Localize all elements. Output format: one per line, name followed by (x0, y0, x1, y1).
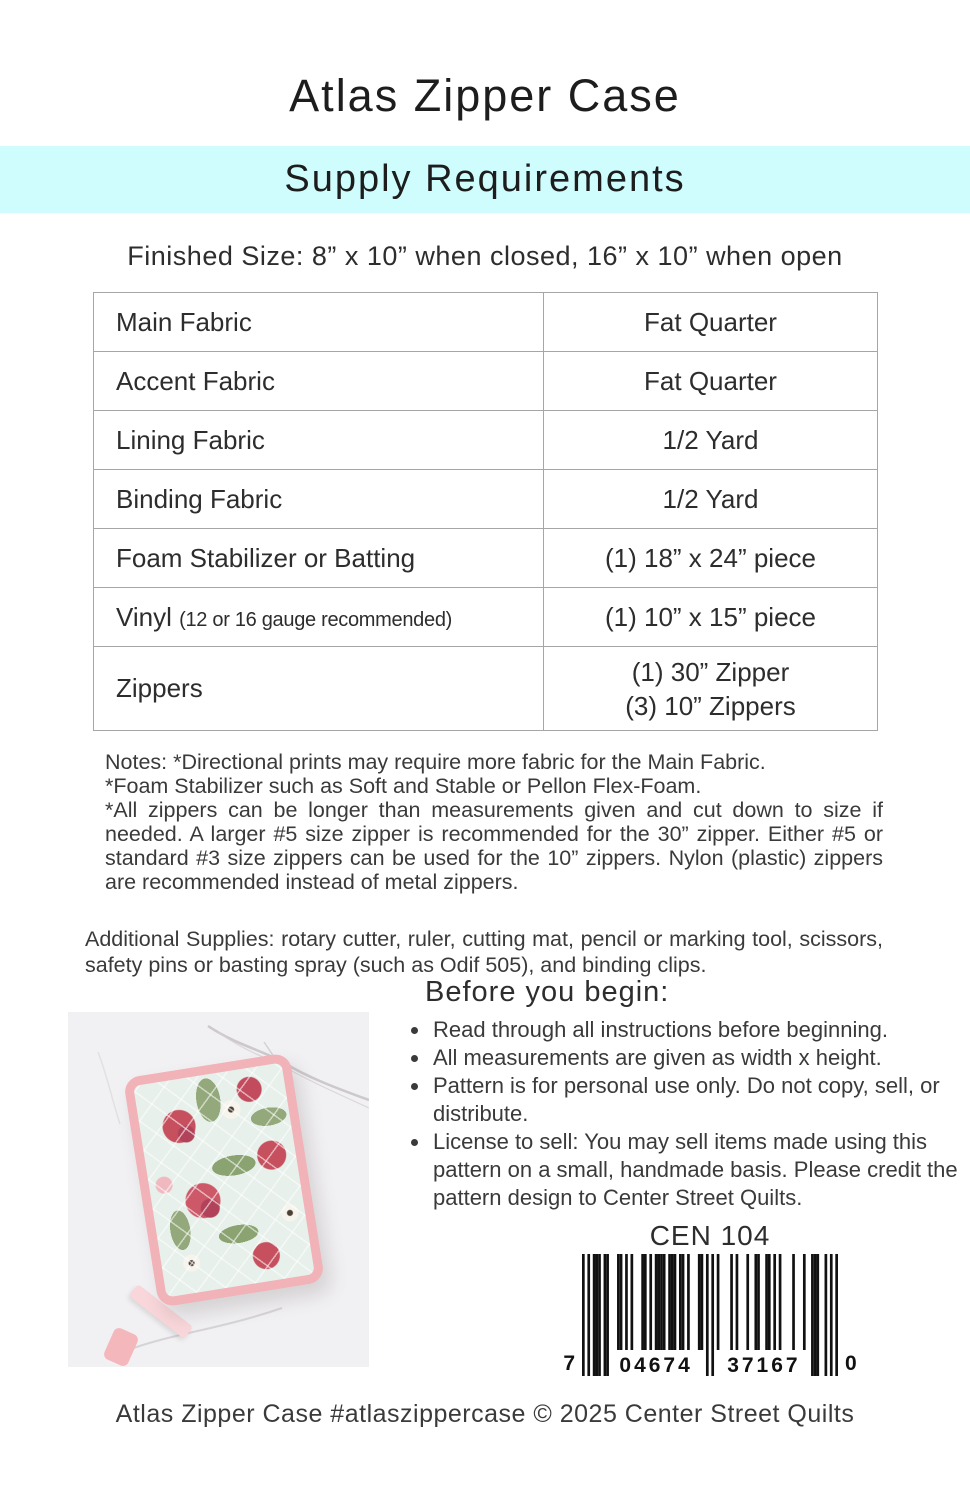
barcode-right-digit: 0 (845, 1352, 857, 1375)
bullet-item: • Read through all instructions before beginning. (431, 1016, 970, 1044)
barcode-left-digit: 7 (563, 1352, 575, 1375)
detail-line: (3) 10” Zippers (625, 690, 796, 721)
supply-table (93, 292, 878, 731)
detail-cell: 1/2 Yard (544, 411, 878, 470)
note-line: *Foam Stabilizer such as Soft and Stable or Pellon Flex-Foam. (105, 774, 702, 798)
item-cell: Lining Fabric (94, 411, 544, 470)
item-note: (12 or 16 gauge recommended) (179, 608, 453, 631)
svg-text:04674: 04674 (619, 1354, 693, 1377)
bullet-item: • All measurements are given as width x height. (431, 1044, 970, 1072)
svg-text:37167: 37167 (727, 1354, 801, 1377)
item-cell (94, 588, 544, 647)
item-cell: Binding Fabric (94, 470, 544, 529)
bullet-item: • License to sell: You may sell items made using this pattern on a small, handmade basis. Please credit the pattern design to Center Street Quilts. (431, 1128, 970, 1212)
additional-supplies-text: Additional Supplies: rotary cutter, ruler, cutting mat, pencil or marking tool, scissors, safety pins or basting spray (such as Odif 505), and binding clips. (85, 927, 883, 977)
detail-cell: Fat Quarter (544, 352, 878, 411)
before-you-begin-heading: Before you begin: (425, 976, 670, 1008)
notes-paragraph (105, 750, 883, 894)
product-photo (68, 1012, 369, 1367)
banner-label: Supply Requirements (284, 158, 686, 200)
product-code: CEN 104 (649, 1220, 771, 1251)
detail-cell: Fat Quarter (544, 293, 878, 352)
detail-cell: (1) 18” x 24” piece (544, 529, 878, 588)
bullet-item: • Pattern is for personal use only. Do not copy, sell, or distribute. (431, 1072, 970, 1128)
barcode-bars (582, 1254, 838, 1378)
item-cell: Foam Stabilizer or Batting (94, 529, 544, 588)
note-line: Notes: *Directional prints may require more fabric for the Main Fabric. (105, 750, 766, 774)
footer-text: Atlas Zipper Case #atlaszippercase © 2025 Center Street Quilts (115, 1400, 855, 1428)
table-row (94, 647, 878, 731)
finished-size-text: Finished Size: 8” x 10” when closed, 16” x 10” when open (127, 241, 843, 271)
detail-cell: 1/2 Yard (544, 470, 878, 529)
table-row (94, 588, 878, 647)
page-title: Atlas Zipper Case (289, 70, 681, 121)
quilted-floral-zipper-case (123, 1052, 325, 1307)
table-row (94, 352, 878, 411)
detail-cell: (1) 10” x 15” piece (544, 588, 878, 647)
upc-barcode (545, 1252, 875, 1378)
table-row (94, 470, 878, 529)
item-cell: Main Fabric (94, 293, 544, 352)
table-row (94, 293, 878, 352)
item-cell: Zippers (94, 647, 544, 731)
item-cell: Accent Fabric (94, 352, 544, 411)
table-row (94, 529, 878, 588)
detail-line: (1) 30” Zipper (631, 656, 790, 687)
table-row (94, 411, 878, 470)
before-you-begin-list (385, 1016, 970, 1212)
supply-requirements-banner (0, 146, 970, 213)
bullet-list (385, 1016, 970, 1212)
item-label: Vinyl (116, 601, 172, 632)
detail-cell (544, 647, 878, 731)
note-line: *All zippers can be longer than measurements given and cut down to size if needed. A larger #5 size zipper is recommended for the 30” zipper. Either #5 or standard #3 size zippers can be used for the 10” zippers. Nylon (plastic) zippers are recommended instead of metal zippers. (105, 798, 883, 894)
